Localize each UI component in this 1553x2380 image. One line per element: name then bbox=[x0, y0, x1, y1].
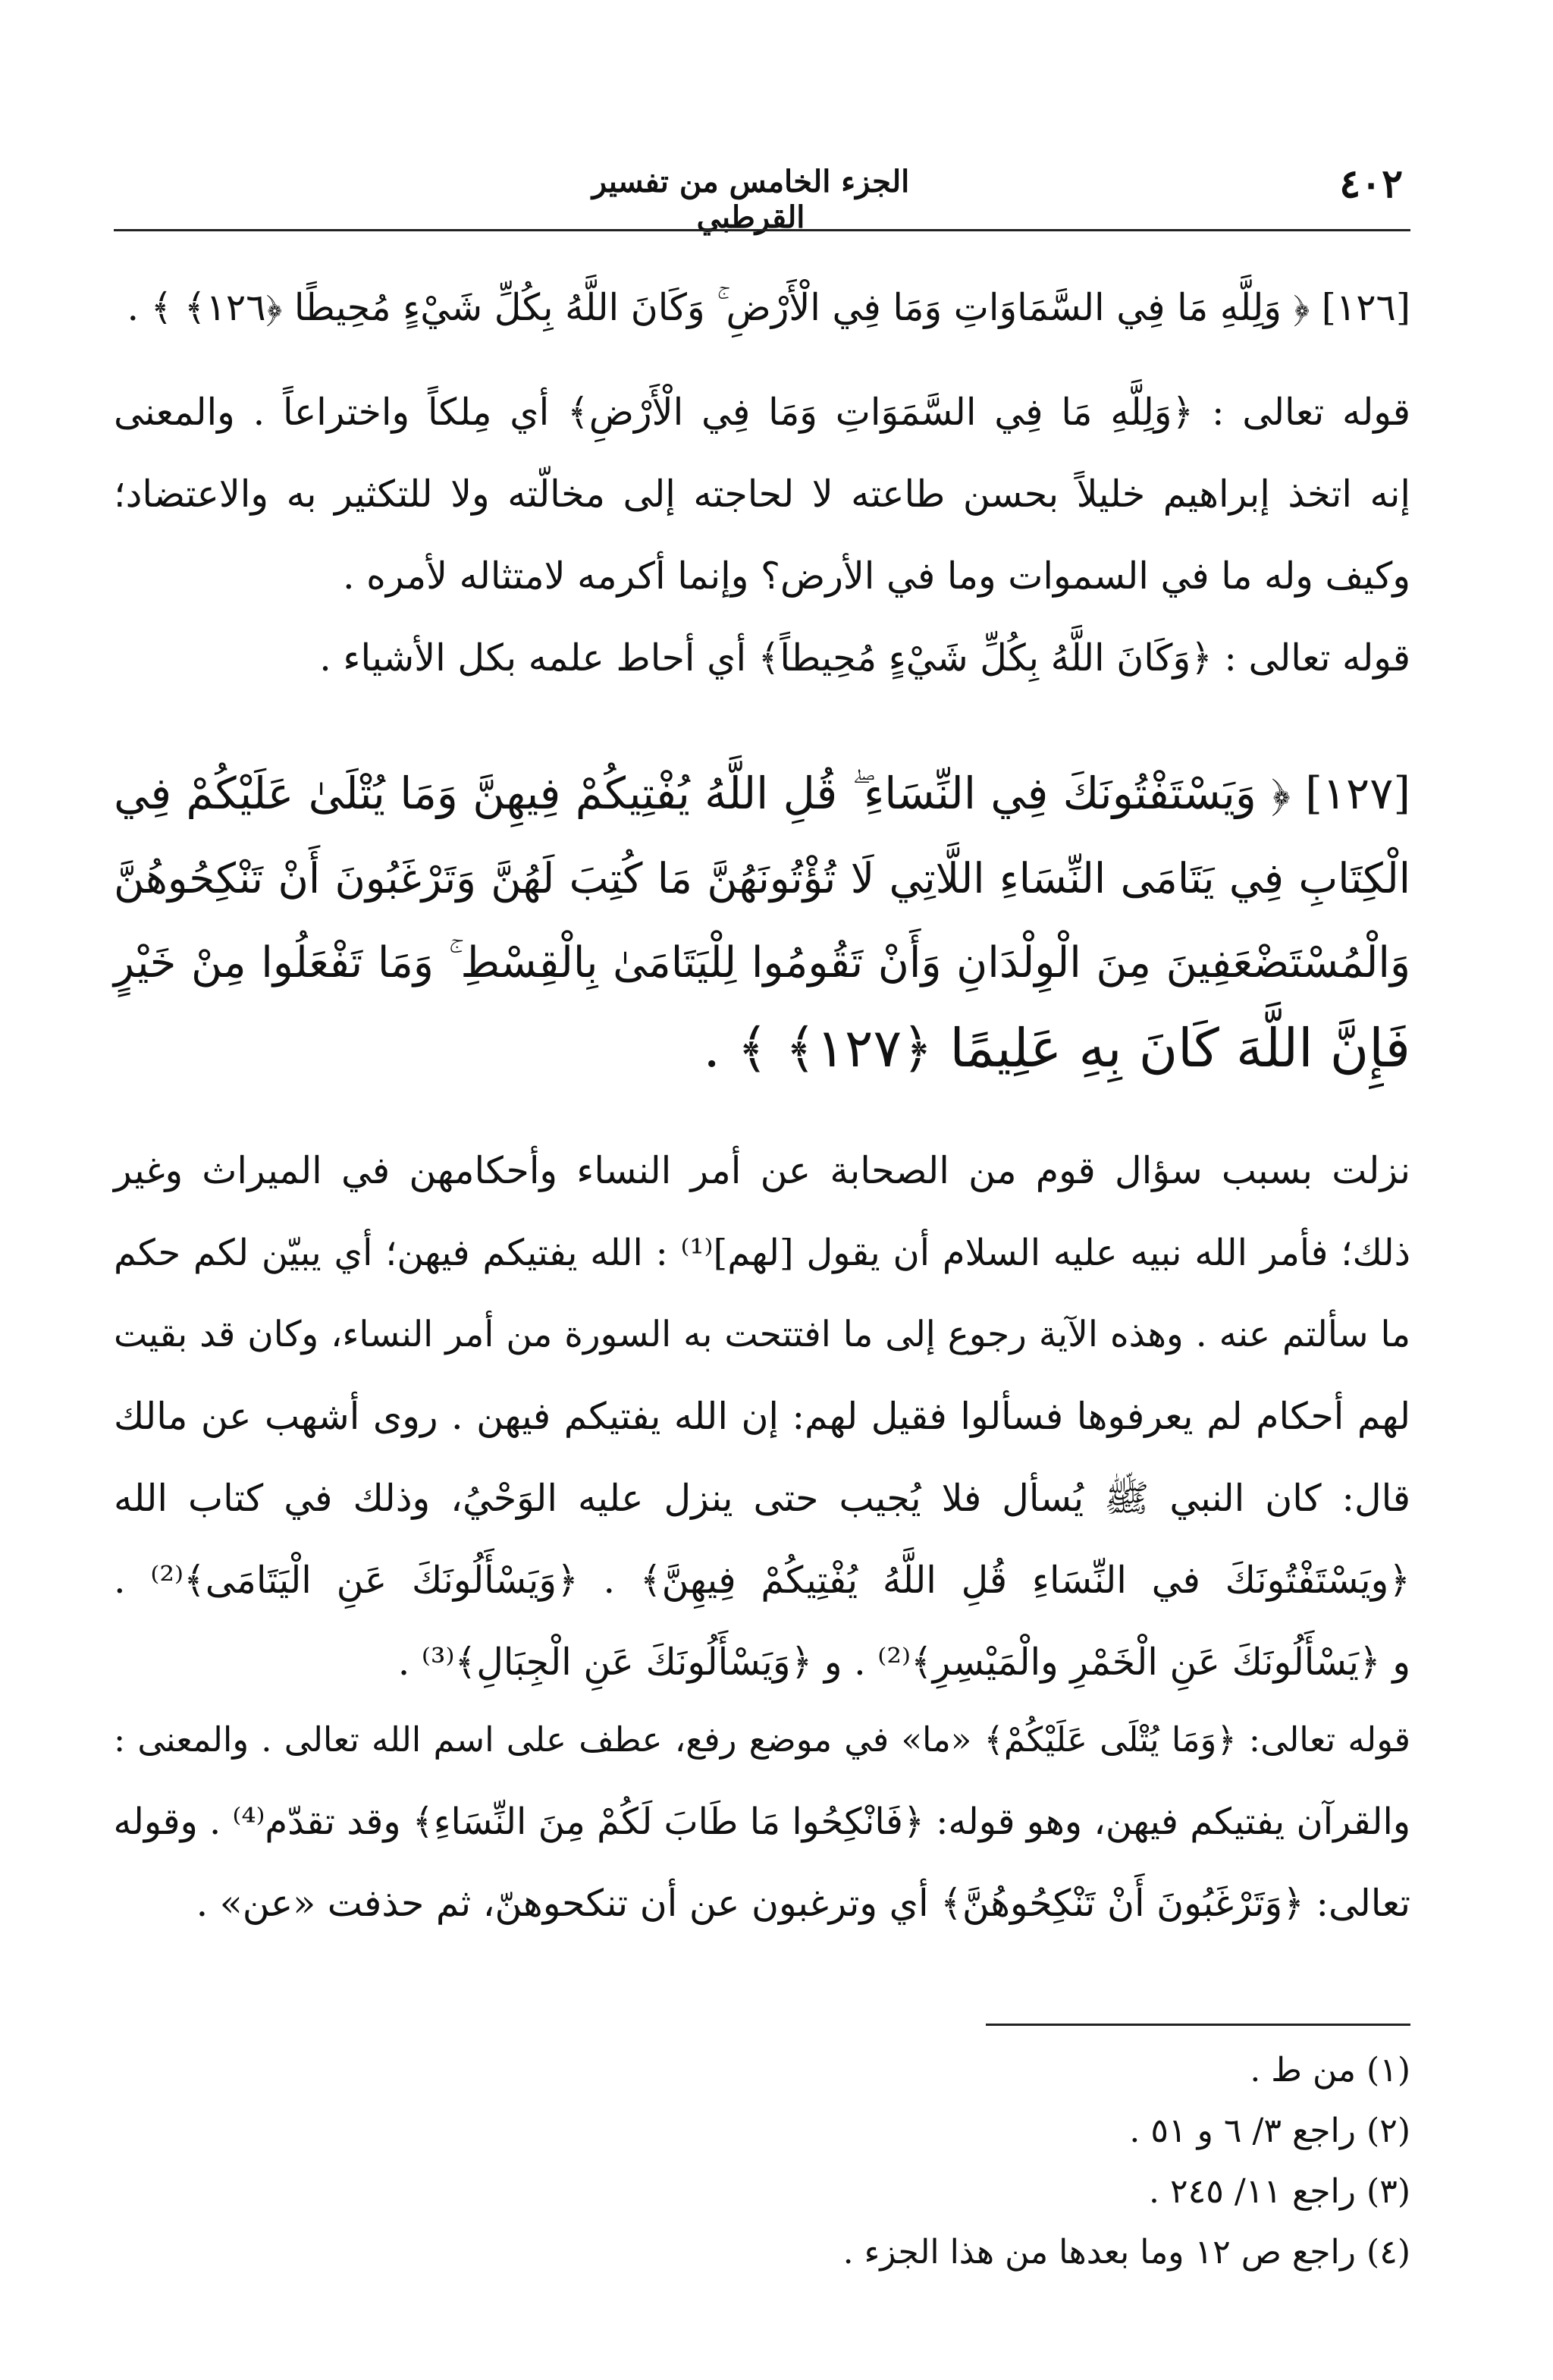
commentary-126-line: قوله تعالى : ﴿وَكَانَ اللَّهُ بِكُلِّ شَيْءٍ مُحِيطاً﴾ أي أحاط علمه بكل الأشياء . bbox=[319, 636, 1410, 680]
verse-127-line: [١٢٧] ﴿ وَيَسْتَفْتُونَكَ فِي النِّسَاءِ ۖ قُلِ اللَّهُ يُفْتِيكُمْ فِيهِنَّ وَمَا يُتْلَىٰ عَلَيْكُمْ فِي bbox=[114, 768, 1410, 819]
commentary-126-line: إنه اتخذ إبراهيم خليلاً بحسن طاعته لا لحاجته إلى مخالّته ولا للتكثير به والاعتضاد؛ bbox=[114, 473, 1410, 516]
footnote: (١) من ط . bbox=[1250, 2051, 1410, 2090]
commentary-127-paragraph-1 bbox=[114, 1130, 1410, 1703]
commentary-127-line: قوله تعالى: ﴿وَمَا يُتْلَى عَلَيْكُمْ﴾ «ما» في موضع رفع، عطف على اسم الله تعالى . والمعنى : bbox=[114, 1719, 1410, 1760]
commentary-126-line: قوله تعالى : ﴿وَلِلَّهِ مَا فِي السَّمَوَاتِ وَمَا فِي الْأَرْضِ﴾ أي مِلكاً واختراعاً . والمعنى bbox=[114, 391, 1410, 434]
footnote-rule bbox=[986, 2024, 1410, 2026]
commentary-127-line: تعالى: ﴿وَتَرْغَبُونَ أَنْ تَنْكِحُوهُنَّ﴾ أي وترغبون عن أن تنكحوهنّ، ثم حذفت «عن» . bbox=[196, 1882, 1410, 1925]
commentary-127-line: ما سألتم عنه . وهذه الآية رجوع إلى ما افتتحت به السورة من أمر النساء، وكان قد بقيت bbox=[114, 1314, 1410, 1355]
commentary-127-line: نزلت بسبب سؤال قوم من الصحابة عن أمر النساء وأحكامهن في الميراث وغير bbox=[114, 1149, 1410, 1192]
commentary-127-line: ﴿ويَسْتَفْتُونَكَ في النِّسَاءِ قُلِ اللَّهُ يُفْتِيكُمْ فِيهِنَّ﴾ . ﴿وَيَسْأَلُونَكَ عَنِ الْيَتَامَى﴾⁽²⁾ . bbox=[114, 1559, 1411, 1602]
verse-126-line: [١٢٦] ﴿ وَلِلَّهِ مَا فِي السَّمَاوَاتِ وَمَا فِي الْأَرْضِ ۚ وَكَانَ اللَّهُ بِكُلِّ شَيْءٍ مُحِيطًا ﴿١٢٦﴾ ﴾ . bbox=[127, 286, 1410, 329]
footnote: (٣) راجع ١١/ ٢٤٥ . bbox=[1148, 2172, 1410, 2211]
header-rule bbox=[114, 229, 1410, 231]
verse-127 bbox=[114, 751, 1410, 1091]
commentary-127-line: لهم أحكام لم يعرفوها فسألوا فقيل لهم: إن الله يفتيكم فيهن . روى أشهب عن مالك bbox=[114, 1395, 1410, 1438]
commentary-127-line: و ﴿يَسْأَلُونَكَ عَنِ الْخَمْرِ والْمَيْسِرِ﴾⁽²⁾ . و ﴿وَيَسْأَلُونَكَ عَنِ الْجِبَالِ﴾⁽³⁾ . bbox=[397, 1641, 1410, 1684]
verse-127-line: فَإِنَّ اللَّهَ كَانَ بِهِ عَلِيمًا ﴿١٢٧﴾ ﴾ . bbox=[703, 1017, 1410, 1079]
footnotes bbox=[114, 2040, 1410, 2283]
verse-127-line: وَالْمُسْتَضْعَفِينَ مِنَ الْوِلْدَانِ وَأَنْ تَقُومُوا لِلْيَتَامَىٰ بِالْقِسْطِ ۚ وَمَا تَفْعَلُوا مِنْ خَيْرٍ bbox=[114, 938, 1410, 987]
footnote: (٤) راجع ص ١٢ وما بعدها من هذا الجزء . bbox=[842, 2233, 1410, 2272]
commentary-126 bbox=[114, 372, 1410, 699]
running-header bbox=[114, 161, 1403, 235]
commentary-127-line: ذلك؛ فأمر الله نبيه عليه السلام أن يقول [لهم]⁽¹⁾ : الله يفتيكم فيهن؛ أي يبيّن لكم حكم bbox=[114, 1232, 1410, 1274]
running-title: الجزء الخامس من تفسير القرطبي bbox=[591, 164, 910, 235]
footnote: (٢) راجع ٣/ ٦ و ٥١ . bbox=[1129, 2112, 1410, 2150]
commentary-126-line: وكيف وله ما في السموات وما في الأرض؟ وإنما أكرمه لامتثاله لأمره . bbox=[343, 554, 1410, 598]
commentary-127-line: قال: كان النبي ﷺ يُسأل فلا يُجيب حتى ينزل عليه الوَحْيُ، وذلك في كتاب الله bbox=[114, 1477, 1410, 1520]
verse-126 bbox=[114, 265, 1410, 350]
page-number: ٤٠٢ bbox=[1339, 161, 1403, 207]
commentary-127-paragraph-2 bbox=[114, 1699, 1410, 1945]
verse-127-line: الْكِتَابِ فِي يَتَامَى النِّسَاءِ اللَّاتِي لَا تُؤْتُونَهُنَّ مَا كُتِبَ لَهُنَّ وَتَرْغَبُونَ أَنْ تَنْكِحُوهُنَّ bbox=[114, 854, 1410, 903]
commentary-127-line: والقرآن يفتيكم فيهن، وهو قوله: ﴿فَانْكِحُوا مَا طَابَ لَكُمْ مِنَ النِّسَاءِ﴾ وقد تقدّم⁽⁴⁾ . وقوله bbox=[113, 1801, 1410, 1843]
